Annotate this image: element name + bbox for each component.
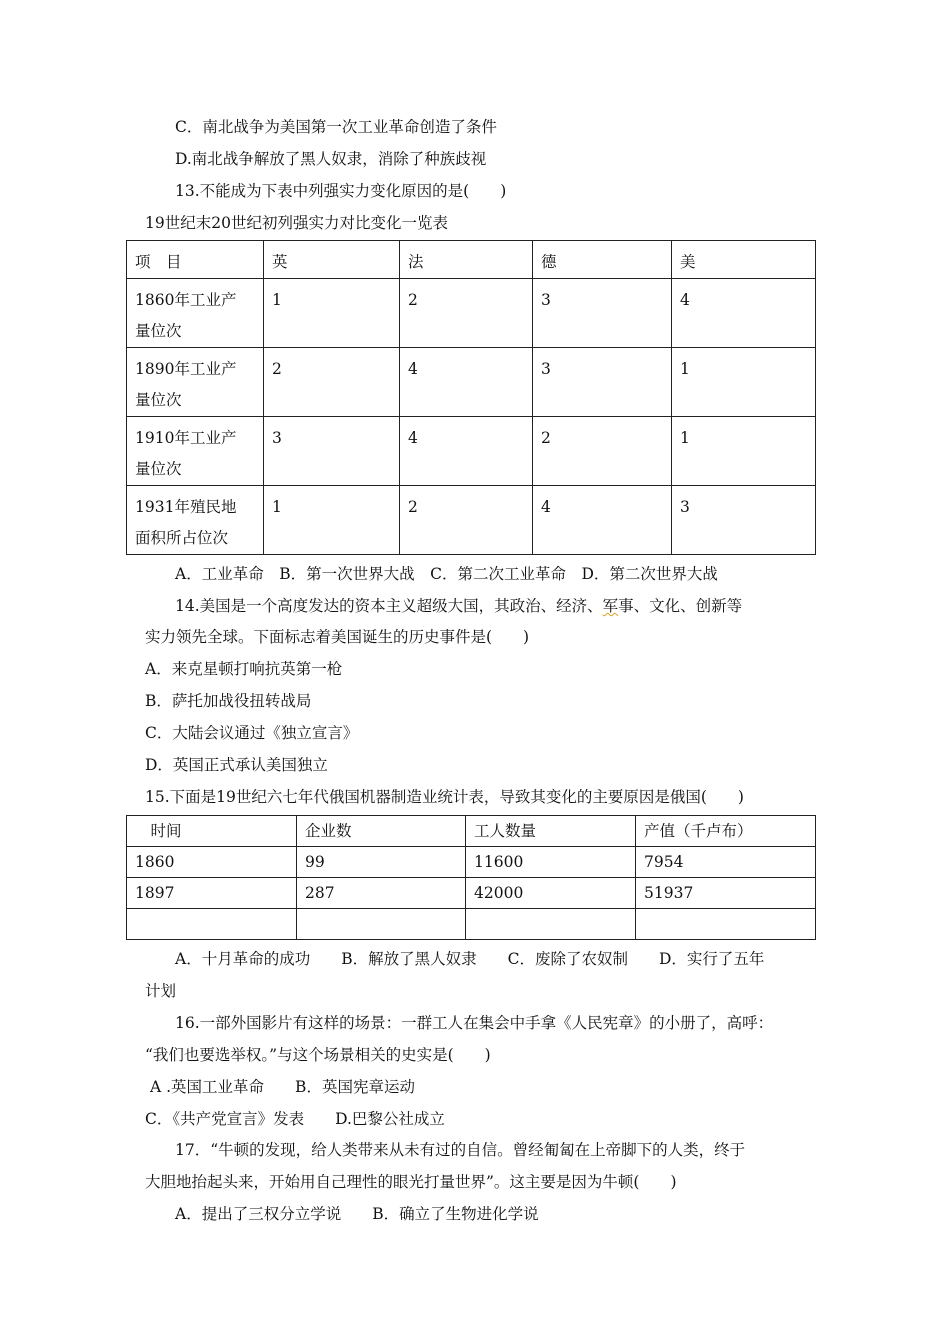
table-cell: 2 xyxy=(533,417,672,486)
table-cell xyxy=(127,909,297,940)
header-cell: 时间 xyxy=(127,816,297,847)
table-cell xyxy=(297,909,466,940)
q12-option-c: C．南北战争为美国第一次工业革命创造了条件 xyxy=(175,118,497,136)
header-cell: 德 xyxy=(533,241,672,279)
table-row xyxy=(127,486,816,555)
table-cell: 1 xyxy=(672,417,816,486)
table-row xyxy=(127,279,816,348)
table-cell: 3 xyxy=(672,486,816,555)
table-cell: 11600 xyxy=(466,847,636,878)
table-cell: 3 xyxy=(264,417,400,486)
table-cell: 51937 xyxy=(636,878,816,909)
table-cell: 4 xyxy=(400,417,533,486)
q16-stem-line2: “我们也要选举权。”与这个场景相关的史实是( ) xyxy=(145,1046,491,1064)
q15-options-line2: 计划 xyxy=(145,982,177,1000)
q15-stem: 15.下面是19世纪六七年代俄国机器制造业统计表，导致其变化的主要原因是俄国( ) xyxy=(145,788,744,806)
table-row xyxy=(127,847,816,878)
header-cell: 英 xyxy=(264,241,400,279)
header-cell: 法 xyxy=(400,241,533,279)
header-cell: 美 xyxy=(672,241,816,279)
row-label: 1860年工业产 量位次 xyxy=(127,279,264,348)
q16-options-line2: C．《共产党宣言》发表 D.巴黎公社成立 xyxy=(145,1110,445,1128)
table-cell: 3 xyxy=(533,348,672,417)
table-cell: 1 xyxy=(264,486,400,555)
table-cell: 4 xyxy=(533,486,672,555)
q14-option-d: D．英国正式承认美国独立 xyxy=(145,756,328,774)
q15-table xyxy=(126,815,816,940)
row-label: 1890年工业产 量位次 xyxy=(127,348,264,417)
table-cell: 1897 xyxy=(127,878,297,909)
table-cell: 2 xyxy=(264,348,400,417)
q14-option-c: C．大陆会议通过《独立宣言》 xyxy=(145,724,359,742)
q14-stem-line1: 14.美国是一个高度发达的资本主义超级大国，其政治、经济、军事、文化、创新等 xyxy=(175,597,743,615)
q14-option-a: A．来克星顿打响抗英第一枪 xyxy=(145,660,343,678)
table-cell: 1 xyxy=(672,348,816,417)
table-row xyxy=(127,909,816,940)
table-header-row xyxy=(127,241,816,279)
table-cell: 2 xyxy=(400,279,533,348)
table-cell: 2 xyxy=(400,486,533,555)
table-cell: 99 xyxy=(297,847,466,878)
row-label: 1910年工业产 量位次 xyxy=(127,417,264,486)
table-cell: 7954 xyxy=(636,847,816,878)
header-cell: 企业数 xyxy=(297,816,466,847)
table-cell: 1 xyxy=(264,279,400,348)
table-cell: 42000 xyxy=(466,878,636,909)
table-cell: 287 xyxy=(297,878,466,909)
q13-table-title: 19世纪末20世纪初列强实力对比变化一览表 xyxy=(145,214,448,232)
header-cell: 工人数量 xyxy=(466,816,636,847)
q16-stem-line1: 16.一部外国影片有这样的场景：一群工人在集会中手拿《人民宪章》的小册了，高呼： xyxy=(175,1014,774,1032)
table-cell: 3 xyxy=(533,279,672,348)
q15-options-line1: A．十月革命的成功 B．解放了黑人奴隶 C．废除了农奴制 D．实行了五年 xyxy=(175,950,765,968)
table-cell: 4 xyxy=(672,279,816,348)
q13-table xyxy=(126,240,816,555)
table-cell xyxy=(466,909,636,940)
table-row xyxy=(127,348,816,417)
q17-stem-line2: 大胆地抬起头来，开始用自己理性的眼光打量世界”。这主要是因为牛顿( ) xyxy=(145,1173,677,1191)
q12-option-d: D.南北战争解放了黑人奴隶，消除了种族歧视 xyxy=(175,150,487,168)
q17-stem-line1: 17．“牛顿的发现，给人类带来从未有过的自信。曾经匍匐在上帝脚下的人类，终于 xyxy=(175,1141,746,1159)
q13-options: A．工业革命 B．第一次世界大战 C．第二次工业革命 D．第二次世界大战 xyxy=(175,565,718,583)
row-label: 1931年殖民地 面积所占位次 xyxy=(127,486,264,555)
table-row xyxy=(127,417,816,486)
table-header-row xyxy=(127,816,816,847)
q17-options-line1: A．提出了三权分立学说 B．确立了生物进化学说 xyxy=(175,1205,539,1223)
table-cell: 1860 xyxy=(127,847,297,878)
table-cell: 4 xyxy=(400,348,533,417)
header-cell: 项 目 xyxy=(127,241,264,279)
header-cell: 产值（千卢布） xyxy=(636,816,816,847)
table-row xyxy=(127,878,816,909)
spellcheck-mark: 军 xyxy=(602,597,619,615)
q13-stem: 13.不能成为下表中列强实力变化原因的是( ) xyxy=(175,182,507,200)
q14-option-b: B．萨托加战役扭转战局 xyxy=(145,692,312,710)
q14-stem-line2: 实力领先全球。下面标志着美国诞生的历史事件是( ) xyxy=(145,628,530,646)
q16-options-line1: A .英国工业革命 B．英国宪章运动 xyxy=(150,1078,415,1096)
table-cell xyxy=(636,909,816,940)
